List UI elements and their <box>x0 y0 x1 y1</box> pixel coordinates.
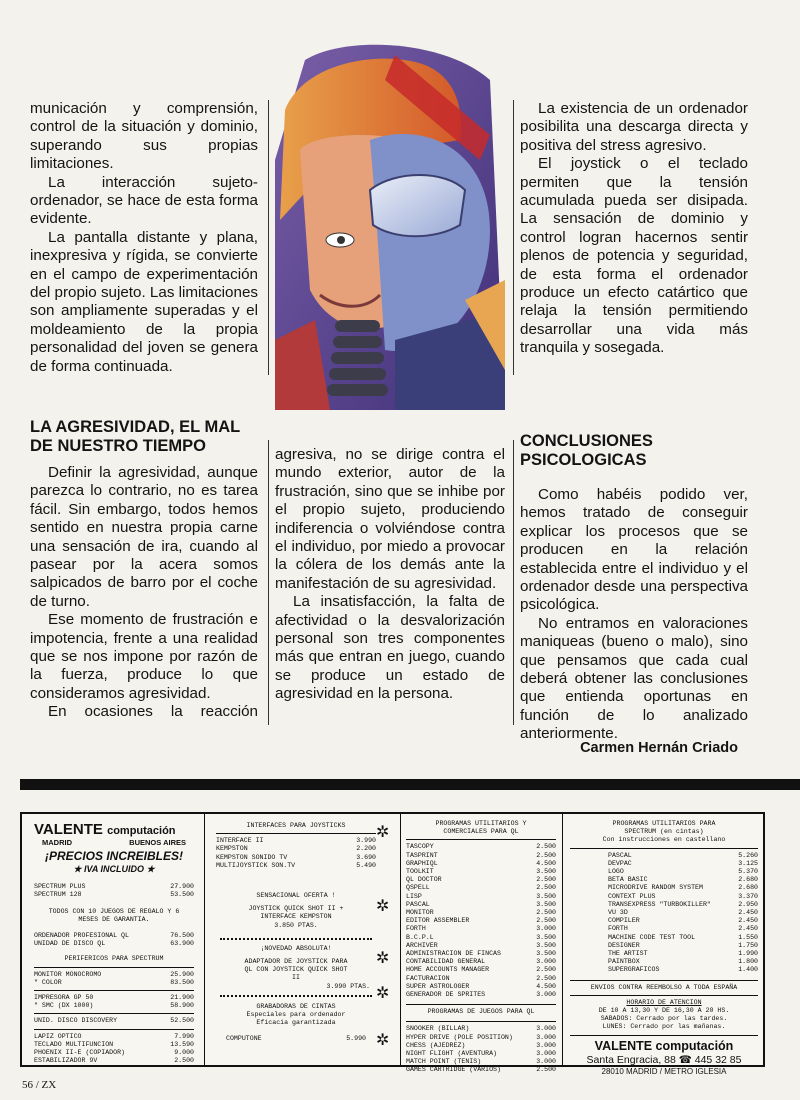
paragraph: La insatisfacción, la falta de afectividad o la desvalorización personal son tres componentes más que entran en juego, cuando se produce un estado de agresividad en la persona. <box>275 593 505 703</box>
price-row: MONITOR MONOCROMO 25.900 <box>34 970 194 978</box>
price-row: ARCHIVER 3.500 <box>406 941 556 949</box>
ad-brand <box>34 822 194 839</box>
column-rule <box>513 100 514 375</box>
price-row: TASCOPY 2.500 <box>406 843 556 851</box>
novedad-price: 3.990 PTAS. <box>326 982 370 990</box>
price-row: LISP 3.500 <box>406 892 556 900</box>
price-row: " COLOR 83.500 <box>34 978 194 986</box>
horario-line: LUNES: Cerrado por las mañanas. <box>602 1023 726 1031</box>
star-icon: ✲ <box>376 896 390 915</box>
price-row: MATCH POINT (TENIS) 3.000 <box>406 1058 556 1066</box>
offer-text: JOYSTICK QUICK SHOT II + INTERFACE KEMPSTON <box>248 905 344 921</box>
ad-col-computers <box>34 822 194 1065</box>
paragraph: El joystick o el teclado permiten que la tensión acumulada pueda ser disipada. La sensación de dominio y control logran hacernos sentir plenos de potencia y seguridad, de esta forma el ordenador produce un efecto catártico que relaja la tensión permitiendo desarrollar una vida más tranquila y sosegada. <box>520 155 748 357</box>
price-row: SNOOKER (BILLAR) 3.000 <box>406 1025 556 1033</box>
star-icon: ✲ <box>376 1030 390 1049</box>
section-heading-agresividad: LA AGRESIVIDAD, EL MAL DE NUESTRO TIEMPO <box>30 418 240 455</box>
price-row: KEMPSTON 2.200 <box>216 845 376 853</box>
price-row: CONTABILIDAD GENERAL 3.000 <box>406 958 556 966</box>
peripherals-title: PERIFERICOS PARA SPECTRUM <box>64 955 164 963</box>
valente-advertisement <box>20 812 765 1076</box>
paragraph: Definir la agresividad, aunque parezca lo contrario, no es tarea fácil. Sin embargo, todos hemos sentido en nuestra propia carne una sensación de ira, cuando al pasear por la acera somos salpicados de barro por el coche de turno. <box>30 464 258 610</box>
col2-bottom-text <box>275 446 505 704</box>
price-row: FACTURACION 2.500 <box>406 974 556 982</box>
ad-col-spectrum-programs <box>570 820 758 1076</box>
price-row: SPECTRUM PLUS 27.900 <box>34 883 194 891</box>
grabadoras-text: Especiales para ordenador Eficacia garantizada <box>246 1011 346 1027</box>
price-row: MICRODRIVE RANDOM SYSTEM 2.680 <box>608 884 758 892</box>
price-row: HOME ACCOUNTS MANAGER 2.500 <box>406 966 556 974</box>
price-row: B.C.P.L 3.500 <box>406 933 556 941</box>
price-row: QSPELL 2.500 <box>406 884 556 892</box>
price-row: FORTH 3.000 <box>406 925 556 933</box>
ql-games-title: PROGRAMAS DE JUEGOS PARA QL <box>427 1008 535 1016</box>
sp-utils-sub: Con instrucciones en castellano <box>602 836 726 844</box>
price-row: IMPRESORA GP 50 21.900 <box>34 994 194 1002</box>
price-row: BETA BASIC 2.680 <box>608 876 758 884</box>
grabadoras-title: GRABADORAS DE CINTAS <box>256 1002 336 1010</box>
price-row: TASPRINT 2.500 <box>406 851 556 859</box>
city: BUENOS AIRES <box>129 838 186 847</box>
price-row: GENERADOR DE SPRITES 3.000 <box>406 991 556 999</box>
paragraph: Como habéis podido ver, hemos tratado de conseguir explicar los procesos que se producen en la relación establecida entre el individuo y el ordenador desde una perspectiva psicológica. <box>520 486 748 614</box>
paragraph: municación y comprensión, control de la situación y dominio, superando sus propias limitaciones. <box>30 100 258 173</box>
envios-note: ENVIOS CONTRA REEMBOLSO A TODA ESPAÑA <box>590 983 738 991</box>
price-row: INTERFACE II 3.990 <box>216 837 376 845</box>
price-row: PAINTBOX 1.800 <box>608 958 758 966</box>
col3-bottom-text <box>520 486 748 744</box>
price-row: SUPERGRAFICOS 1.400 <box>608 966 758 974</box>
page-number: 56 / ZX <box>22 1079 57 1091</box>
price-row: UNID. DISCO DISCOVERY 52.500 <box>34 1017 194 1025</box>
price-row: DEVPAC 3.125 <box>608 859 758 867</box>
column-rule <box>268 100 269 375</box>
ad-col-interfaces <box>216 822 376 1065</box>
section-heading-conclusiones: CONCLUSIONES PSICOLOGICAS <box>520 432 653 469</box>
paragraph: No entramos en valoraciones maniqueas (bueno o malo), sino que pensamos que cada cual deberá obtener las conclusiones que entienda oportunas en función de lo analizado anteriormente. <box>520 614 748 743</box>
price-row: TOOLKIT 3.500 <box>406 868 556 876</box>
price-row: ORDENADOR PROFESIONAL QL 76.500 <box>34 932 194 940</box>
price-row: HYPER DRIVE (POLE POSITION) 3.000 <box>406 1033 556 1041</box>
paragraph: En ocasiones la reacción <box>48 703 258 721</box>
price-row: LAPIZ OPTICO 7.990 <box>34 1032 194 1040</box>
horario-line: DE 10 A 13,30 Y DE 16,30 A 20 HS. <box>598 1007 730 1015</box>
price-row: EDITOR ASSEMBLER 2.500 <box>406 917 556 925</box>
interfaces-title: INTERFACES PARA JOYSTICKS <box>246 822 346 829</box>
price-row: TECLADO MULTIFUNCION 13.590 <box>34 1040 194 1048</box>
price-row: PHOENIX II-E (COPIADOR) 9.000 <box>34 1049 194 1057</box>
offer-title: SENSACIONAL OFERTA ! <box>256 892 336 900</box>
col1-bottom-text <box>30 464 258 722</box>
paragraph: La pantalla distante y plana, inexpresiva y rígida, se convierte en el campo de experimentación del propio sujeto. Las limitaciones son ampliamente superadas y el moldeamiento de la propia personalidad del joven se genera de forma continuada. <box>30 228 258 375</box>
price-row: ADMINISTRACION DE FINCAS 3.500 <box>406 950 556 958</box>
price-row: DESIGNER 1.750 <box>608 941 758 949</box>
price-row: THE ARTIST 1.990 <box>608 950 758 958</box>
price-row: MACHINE CODE TEST TOOL 1.550 <box>608 933 758 941</box>
price-row: KEMPSTON SONIDO TV 3.690 <box>216 853 376 861</box>
price-row: SUPER ASTROLOGER 4.500 <box>406 982 556 990</box>
slogan: ¡PRECIOS INCREIBLES! <box>44 849 183 864</box>
paragraph: agresiva, no se dirige contra el mundo exterior, autor de la frustración, sino que se inhibe por el propio sujeto, produciendo indiferencia o volviéndose contra el individuo, por miedo a provocar la cólera de los demás ante la manifestación de su agresividad. <box>275 446 505 592</box>
price-row: " SMC (DX 1000) 58.900 <box>34 1002 194 1010</box>
price-row: CHESS (AJEDREZ) 3.000 <box>406 1041 556 1049</box>
price-row: ESTABILIZADOR 9V 2.500 <box>34 1057 194 1065</box>
price-row: GAMES CARTRIDGE (VARIOS) 2.500 <box>406 1066 556 1074</box>
price-row: MULTIJOYSTICK SON.TV 5.490 <box>216 861 376 869</box>
price-row: MONITOR 2.500 <box>406 909 556 917</box>
price-row: UNIDAD DE DISCO QL 63.900 <box>34 940 194 948</box>
author-signature: Carmen Hernán Criado <box>580 740 738 756</box>
novedad-text: ADAPTADOR DE JOYSTICK PARA QL CON JOYSTICK QUICK SHOT II <box>244 958 348 982</box>
column-rule <box>268 440 269 725</box>
col1-top-text <box>30 100 258 376</box>
divider-bar <box>20 779 800 790</box>
price-row: TRANSEXPRESS "TURBOKILLER" 2.950 <box>608 900 758 908</box>
sp-utils-title: PROGRAMAS UTILITARIOS PARA SPECTRUM (en cintas) <box>612 820 716 836</box>
price-row: QL DOCTOR 2.500 <box>406 876 556 884</box>
price-row: LOGO 5.370 <box>608 868 758 876</box>
address-brand: VALENTE computación <box>594 1038 734 1053</box>
price-row: FORTH 2.450 <box>608 925 758 933</box>
address-line: Santa Engracia, 88 ☎ 445 32 85 <box>586 1053 742 1066</box>
offer-price: 3.850 PTAS. <box>274 921 318 929</box>
address-city: 28010 MADRID / METRO IGLESIA <box>601 1066 727 1076</box>
price-row: COMPUTONE 5.990 <box>226 1035 366 1043</box>
brand-name: VALENTE <box>34 821 103 838</box>
star-icon: ✲ <box>376 983 390 1002</box>
paragraph: La existencia de un ordenador posibilita una descarga directa y positiva del stress agresivo. <box>520 100 748 154</box>
price-row: NIGHT FLIGHT (AVENTURA) 3.000 <box>406 1050 556 1058</box>
col3-top-text <box>520 100 748 358</box>
price-row: VU 3D 2.450 <box>608 909 758 917</box>
iva-note: ★ IVA INCLUIDO ★ <box>73 864 155 875</box>
horario-line: SABADOS: Cerrado por las tardes. <box>600 1015 728 1023</box>
illustration-face-mask <box>275 40 505 410</box>
star-icon: ✲ <box>376 948 390 967</box>
horario-title: HORARIO DE ATENCION <box>626 998 702 1006</box>
gift-note: TODOS CON 10 JUEGOS DE REGALO Y 6 MESES DE GARANTIA. <box>48 907 180 923</box>
novedad-title: ¡NOVEDAD ABSOLUTA! <box>260 944 332 952</box>
column-rule <box>513 440 514 725</box>
paragraph: La interacción sujeto-ordenador, se hace de esta forma evidente. <box>30 173 258 228</box>
price-row: COMPILER 2.450 <box>608 917 758 925</box>
price-row: PASCAL 5.260 <box>608 851 758 859</box>
ad-col-ql-programs <box>406 820 556 1074</box>
star-icon: ✲ <box>376 822 390 841</box>
paragraph: Ese momento de frustración e impotencia, frente a una realidad que se nos impone por razón de la fuerza, produce lo que consideramos agresividad. <box>30 611 258 702</box>
price-row: CONTEXT PLUS 3.370 <box>608 892 758 900</box>
city: MADRID <box>42 838 72 847</box>
ql-utils-title: PROGRAMAS UTILITARIOS Y COMERCIALES PARA QL <box>435 820 527 836</box>
price-row: GRAPHIQL 4.500 <box>406 859 556 867</box>
price-row: PASCAL 3.500 <box>406 900 556 908</box>
brand-sub: computación <box>107 825 176 837</box>
price-row: SPECTRUM 128 53.500 <box>34 891 194 899</box>
